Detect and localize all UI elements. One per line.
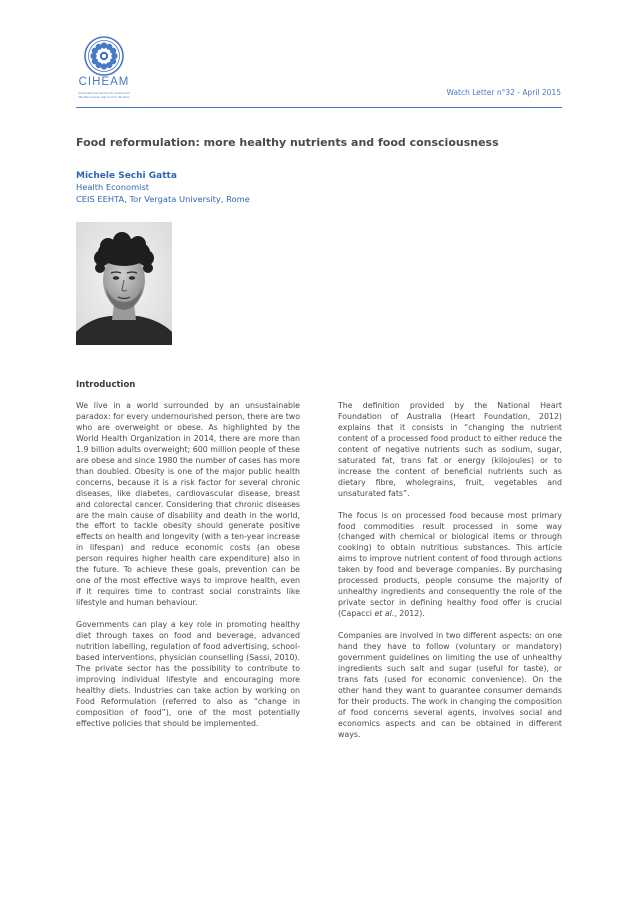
logo-tagline: International Centre for Advanced Mediterranean Agronomic Studies — [78, 91, 130, 99]
emblem-petal — [101, 63, 107, 69]
body-column-right — [338, 401, 562, 752]
emblem-petal — [101, 42, 107, 48]
paragraph: The definition provided by the National Heart Foundation of Australia (Heart Foundation, 2012) explains that it consists in “changing the nutrient content of a processed food product to either reduce the content of negative nutrients such as sodium, sugar, saturated fat, trans fat or energy (kilojoules) or to increase the content of beneficial nutrients such as dietary fibre, wholegrains, fruit, vegetables and unsaturated fats”. — [338, 401, 562, 498]
emblem-petal — [90, 53, 96, 59]
paragraph: We live in a world surrounded by an unsustainable paradox: for every undernourished person, there are two who are overweight or obese. As highlighted by the World Health Organization in 2014, there are more than 1.9 billion adults overweight; 600 million people of these are obese and since 1980 the number of cases has more than doubled. Obesity is one of the major public health concerns, because it is a risk factor for several chronic diseases, like diabetes, cardiovascular disease, breast and colorectal cancer. Considering that chronic diseases are the main cause of disability and death in the world, the effort to tackle obesity should generate positive effects on health and longevity (with a ten-year increase in lifespan) and reduce economic costs (an obese person requires higher health care expenditure) also in the future. To achieve these goals, prevention can be one of the most effective ways to improve health, even if it requires time to contrast social constraints like lifestyle and human behaviour. — [76, 401, 300, 608]
globe-emblem-icon — [84, 36, 124, 76]
article-title: Food reformulation: more healthy nutrients and food consciousness — [76, 136, 499, 149]
emblem-petal — [111, 53, 117, 59]
author-portrait — [76, 222, 172, 345]
section-heading: Introduction — [76, 380, 136, 390]
author-role: Health Economist — [76, 182, 150, 192]
author-affiliation: CEIS EEHTA, Tor Vergata University, Rome — [76, 193, 250, 204]
author-block — [76, 170, 250, 205]
paragraph — [338, 511, 562, 621]
paragraph: Governments can play a key role in promoting healthy diet through taxes on food and beverage, advanced nutrition labelling, regulation of food advertising, school-based interventions, physician counselling (Sassi, 2010). The private sector has the possibility to contribute to improving individual lifestyle and encouraging more healthy diets. Industries can take action by working on Food Reformulation (referred to also as “change in composition of food”), one of the most potentially effective policies that should be implemented. — [76, 620, 300, 728]
citation-italic: et al. — [374, 609, 395, 619]
author-name: Michele Sechi Gatta — [76, 171, 177, 181]
emblem-petal — [106, 62, 112, 68]
emblem-petal — [110, 48, 116, 54]
emblem-petal — [96, 44, 102, 50]
emblem-petal — [92, 58, 98, 64]
paragraph-text: , 2012). — [394, 609, 425, 619]
paragraph: Companies are involved in two different aspects: on one hand they have to follow (voluntary or mandatory) government guidelines on limiting the use of unhealthy ingredients such salt and sugar (useful for taste), or trans fats (used for economic convenience). On the other hand they want to guarantee consumer demands for their products. The work in changing the composition of food concerns several agents, involves social and economics aspects and can be obtained in different ways. — [338, 631, 562, 739]
header-divider — [76, 107, 562, 108]
paragraph-text: The focus is on processed food because most primary food commodities result processed in some way (changed with chemical or biological items or through cooking) to obtain nutritious substances. This article aims to improve nutrient content of food through actions taken by food and beverage companies. By purchasing processed products, people consume the majority of unhealthy ingredients and consequently the role of the private sector in defining healthy food offer is crucial (Capacci — [338, 510, 562, 619]
ciheam-logo — [76, 36, 132, 106]
issue-info: Watch Letter n°32 - April 2015 — [446, 88, 561, 97]
body-column-left — [76, 401, 300, 741]
logo-wordmark: CIHEAM — [78, 76, 130, 88]
